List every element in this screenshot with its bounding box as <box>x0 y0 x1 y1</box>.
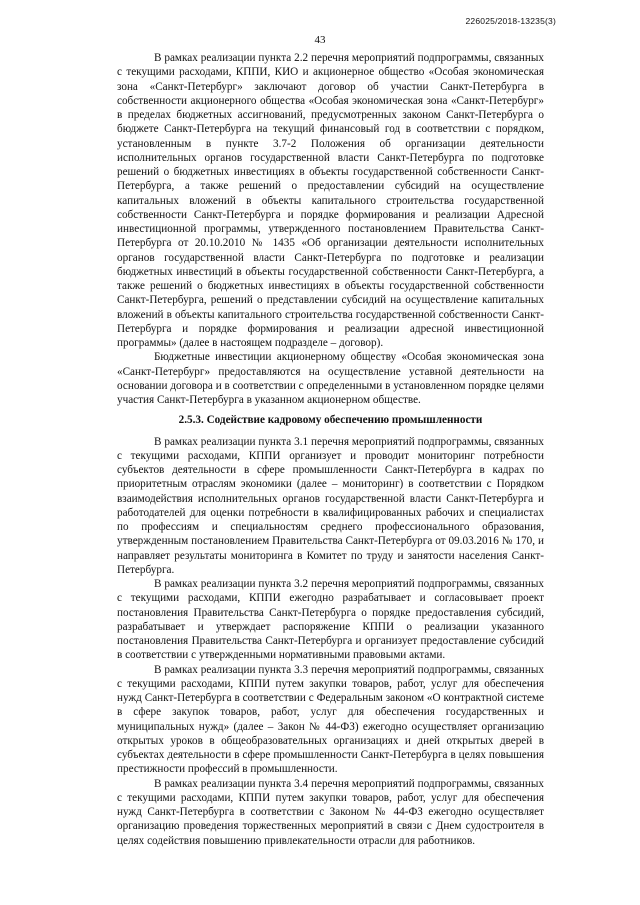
paragraph: В рамках реализации пункта 3.4 перечня мероприятий подпрограммы, связанных с текущими расходами, КППИ путем закупки товаров, работ, услуг для обеспечения нужд Санкт-Петербурга в соответствии с Законом № 44-ФЗ ежегодно осуществляет организацию проведения торжественных мероприятий в связи с Днем судостроителя в целях содействия повышению привлекательности отрасли для работников. <box>117 777 544 847</box>
page-number: 43 <box>314 34 326 46</box>
section-heading: 2.5.3. Содействие кадровому обеспечению промышленности <box>178 414 483 427</box>
document-body <box>117 51 544 848</box>
paragraph: В рамках реализации пункта 3.1 перечня мероприятий подпрограммы, связанных с текущими расходами, КППИ организует и проводит мониторинг потребности субъектов деятельности в сфере промышленности Санкт-Петербурга в кадрах по приоритетным отраслям экономики (далее – мониторинг) в соответствии с Порядком взаимодействия исполнительных органов государственной власти Санкт-Петербурга и работодателей для оценки потребности в квалифицированных рабочих и специалистах по профессиям и специальностям среднего профессионального образования, утвержденным постановлением Правительства Санкт-Петербурга от 09.03.2016 № 170, и направляет результаты мониторинга в Комитет по труду и занятости населения Санкт-Петербурга. <box>117 435 544 576</box>
paragraph: Бюджетные инвестиции акционерному обществу «Особая экономическая зона «Санкт-Петербург» предоставляются на осуществление уставной деятельности на основании договора и в соответствии с определенными в установленном порядке целями участия Санкт-Петербурга в указанном акционерном обществе. <box>117 351 544 406</box>
paragraph: В рамках реализации пункта 2.2 перечня мероприятий подпрограммы, связанных с текущими расходами, КППИ, КИО и акционерное общество «Особая экономическая зона «Санкт-Петербург» заключают договор об участии Санкт-Петербурга в собственности акционерного общества «Особая экономическая зона «Санкт-Петербург» в пределах бюджетных ассигнований, предусмотренных законом Санкт-Петербурга о бюджете Санкт-Петербурга на текущий финансовый год в соответствии с порядком, установленным в пункте 3.7-2 Положения об организации деятельности исполнительных органов государственной власти Санкт-Петербурга по подготовке решений о бюджетных инвестициях в объекты государственной собственности Санкт-Петербурга, а также решений о предоставлении субсидий на осуществление капитальных вложений в объекты капитального строительства государственной собственности Санкт-Петербурга и порядке формирования и реализации Адресной инвестиционной программы, утвержденного постановлением Правительства Санкт-Петербурга от 20.10.2010 № 1435 «Об организации деятельности исполнительных органов государственной власти Санкт-Петербурга по подготовке и реализации бюджетных инвестиций в объекты государственной собственности Санкт-Петербурга, а также решений о бюджетных инвестициях в объекты государственной собственности Санкт-Петербурга, решений о представлении субсидий на осуществление капитальных вложений в объекты капитального строительства государственной собственности Санкт-Петербурга и порядке формирования и реализации адресной инвестиционной программы» (далее в настоящем подразделе – договор). <box>117 52 544 349</box>
paragraph: В рамках реализации пункта 3.3 перечня мероприятий подпрограммы, связанных с текущими расходами, КППИ путем закупки товаров, работ, услуг для обеспечения нужд Санкт-Петербурга в соответствии с Федеральным законом «О контрактной системе в сфере закупок товаров, работ, услуг для обеспечения государственных и муниципальных нужд» (далее – Закон № 44-ФЗ) ежегодно осуществляет организацию открытых уроков в общеобразовательных организациях и дней открытых дверей в субъектах деятельности в сфере промышленности Санкт-Петербурга в целях повышения престижности профессий в промышленности. <box>117 663 544 776</box>
document-registration-number: 226025/2018-13235(3) <box>465 16 556 26</box>
paragraph: В рамках реализации пункта 3.2 перечня мероприятий подпрограммы, связанных с текущими расходами, КППИ ежегодно разрабатывает и согласовывает проект постановления Правительства Санкт-Петербурга о порядке предоставления субсидий, разрабатывает и утверждает распоряжение КППИ о реализации указанного постановления Правительства Санкт-Петербурга и организует предоставление субсидий в соответствии с утвержденными нормативными правовыми актами. <box>117 578 544 662</box>
